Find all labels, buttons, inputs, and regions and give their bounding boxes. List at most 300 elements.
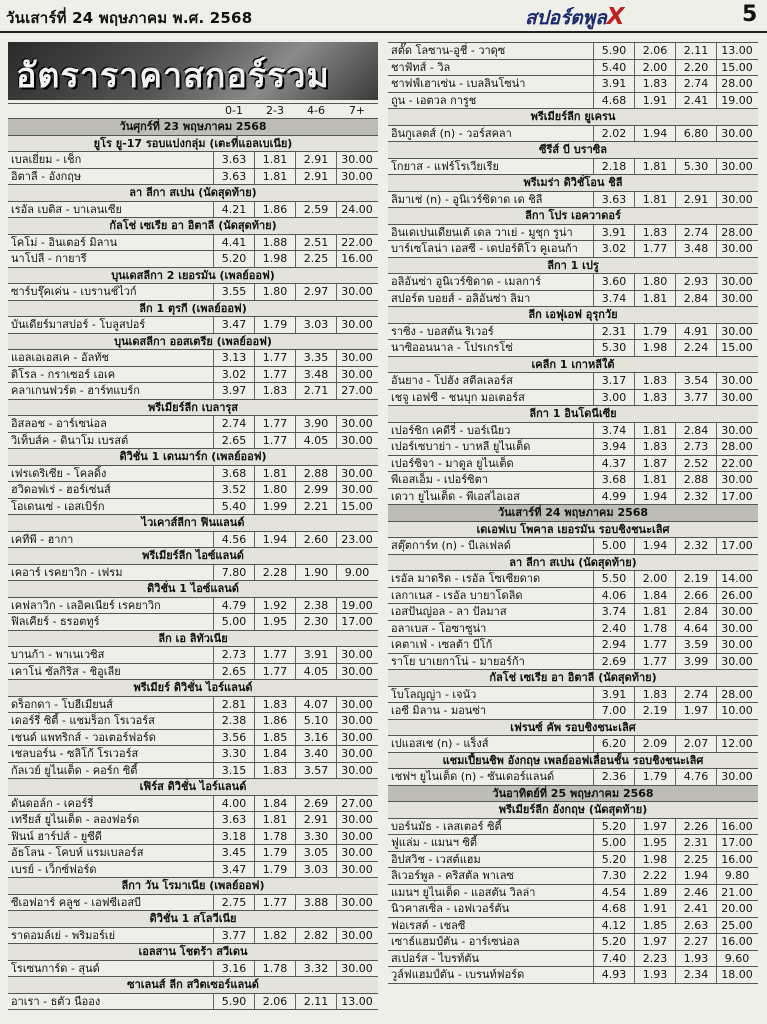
odds-value: 3.30 (221, 747, 247, 760)
odds-value: 4.05 (303, 433, 329, 447)
match-row (8, 499, 378, 516)
league-heading: ลีกา 1 อินโดนีเซีย (388, 406, 758, 423)
odds-value: 25.00 (721, 918, 753, 932)
column-divider (675, 571, 676, 587)
odds-value: 1.77 (262, 433, 288, 447)
odds-value: 1.79 (262, 318, 288, 331)
match-name: เชลบอร์น - ซลิโก้ โรเวอร์ส (11, 747, 139, 760)
match-row (8, 598, 378, 615)
match-name: สตั๊ด โลซาน-อูชี่ - วาดุซ (391, 44, 506, 57)
column-divider (336, 317, 337, 333)
odds-value: 30.00 (341, 318, 373, 331)
odds-value: 2.41 (683, 902, 709, 915)
column-divider (634, 456, 635, 472)
column-divider (675, 456, 676, 472)
column-divider (336, 565, 337, 581)
odds-value: 1.85 (262, 730, 288, 744)
odds-value: 4.07 (303, 697, 329, 711)
odds-value: 1.82 (262, 928, 288, 942)
match-row (8, 664, 378, 681)
match-name: อาเรา - ธตัว นีออง (11, 994, 101, 1008)
match-row (388, 769, 758, 786)
league-heading: ลา ลีกา สเปน (นัดสุดท้าย) (8, 185, 378, 202)
column-divider (716, 588, 717, 604)
match-row (388, 93, 758, 110)
column-divider (336, 829, 337, 845)
odds-value: 1.99 (262, 499, 288, 513)
column-divider (336, 433, 337, 449)
match-name: เอสปันญ่อล - ลา ปัลมาส (391, 605, 507, 618)
column-divider (716, 769, 717, 785)
match-row (388, 126, 758, 143)
match-row (8, 713, 378, 730)
odds-value: 1.84 (262, 747, 288, 760)
column-divider (254, 845, 255, 861)
column-divider (593, 901, 594, 917)
column-divider (675, 885, 676, 901)
odds-value: 3.02 (601, 242, 627, 255)
match-name: โกยาส - แฟร์โรเวียเรีย (391, 159, 499, 173)
odds-value: 3.57 (303, 763, 329, 777)
match-name: อิปสวิช - เวสต์แฮม (391, 852, 481, 866)
column-divider (675, 852, 676, 868)
column-divider (675, 918, 676, 934)
odds-value: 1.98 (262, 252, 288, 265)
odds-value: 2.84 (683, 291, 709, 305)
odds-value: 9.60 (724, 951, 750, 965)
column-divider (295, 647, 296, 663)
odds-value: 1.80 (262, 285, 288, 298)
column-divider (336, 202, 337, 218)
odds-value: 3.48 (303, 367, 329, 381)
column-divider (716, 456, 717, 472)
page-header (0, 0, 767, 34)
column-divider (593, 439, 594, 455)
odds-value: 1.94 (642, 126, 668, 140)
match-row (8, 565, 378, 582)
odds-value: 2.74 (683, 77, 709, 90)
odds-value: 15.00 (341, 499, 373, 513)
column-divider (336, 895, 337, 911)
newspaper-logo: สปอร์ตพูลX (525, 4, 625, 30)
column-divider (716, 423, 717, 439)
odds-value: 30.00 (341, 961, 373, 975)
odds-value: 30.00 (341, 763, 373, 777)
column-divider (716, 274, 717, 290)
column-divider (213, 433, 214, 449)
odds-value: 2.34 (683, 968, 709, 981)
match-name: เคทีพี - ฮากา (11, 532, 74, 546)
odds-value: 4.06 (601, 588, 627, 602)
odds-value: 19.00 (721, 93, 753, 107)
column-divider (254, 416, 255, 432)
column-divider (716, 489, 717, 505)
column-divider (634, 60, 635, 76)
match-name: ซาร์บรุ๊คเค่น - เบรานช์ไวก์ (11, 285, 137, 298)
match-name: เคอาร์ เรคยาวิก - เฟรม (11, 565, 123, 579)
match-name: พีเอสเอ็ม - เปอร์ซิตา (391, 473, 488, 486)
match-row (8, 350, 378, 367)
odds-value: 2.24 (683, 341, 709, 354)
league-heading: พรีเมียร์ ดิวิชั่น ไอร์แลนด์ (8, 680, 378, 697)
column-divider (213, 994, 214, 1010)
column-divider (716, 901, 717, 917)
column-divider (593, 192, 594, 208)
column-divider (593, 654, 594, 670)
match-name: บันเดียร์มาสปอร์ - โบลูสปอร์ (11, 318, 146, 331)
odds-value: 3.74 (601, 291, 627, 305)
column-divider (593, 76, 594, 92)
league-heading: บุนเดสลีกา ออสเตรีย (เพลย์ออฟ) (8, 334, 378, 351)
odds-value: 2.30 (303, 615, 329, 628)
odds-value: 5.20 (601, 819, 627, 833)
column-divider (675, 241, 676, 257)
column-divider (675, 76, 676, 92)
banner-title: อัตราราคาสกอร์รวม (16, 56, 330, 96)
right-rows (388, 43, 758, 984)
odds-value: 1.83 (642, 374, 668, 387)
league-heading: ลีก เอฟุเอฟ อุรุกวัย (388, 307, 758, 324)
column-divider (675, 472, 676, 488)
match-name: โอเดนเซ่ - เอสเบิร์ก (11, 499, 105, 513)
right-odds-column (388, 42, 758, 984)
odds-value: 1.77 (262, 417, 288, 430)
match-row (388, 489, 758, 506)
match-name: ราซิ่ง - บอสตัน ริเวอร์ (391, 324, 494, 338)
match-row (388, 456, 758, 473)
column-divider (593, 621, 594, 637)
odds-value: 2.26 (683, 819, 709, 833)
odds-value: 5.00 (601, 539, 627, 552)
odds-value: 5.40 (221, 499, 247, 513)
league-heading: เฟิร์ส ดิวิชั่น ไอร์แลนด์ (8, 779, 378, 796)
odds-value: 2.11 (683, 44, 709, 57)
column-divider (213, 730, 214, 746)
match-name: เชจู เอฟซี - ชนบุก มอเตอร์ส (391, 390, 525, 404)
match-name: ชาฟฟ์เฮาเซ่น - เบลลินโซน่า (391, 77, 526, 90)
match-name: วิเท็บส์ค - ดินาโม เบรสต์ (11, 433, 129, 447)
odds-value: 1.93 (683, 951, 709, 965)
match-name: ลิเวอร์พูล - คริสตัล พาเลซ (391, 869, 514, 882)
odds-value: 1.81 (642, 473, 668, 486)
column-divider (634, 951, 635, 967)
odds-value: 5.30 (683, 159, 709, 173)
match-row (388, 918, 758, 935)
column-divider (716, 192, 717, 208)
match-row (388, 192, 758, 209)
odds-value: 30.00 (341, 697, 373, 711)
odds-value: 1.84 (262, 796, 288, 810)
column-divider (254, 367, 255, 383)
odds-value: 1.77 (642, 638, 668, 651)
league-heading: เคลีก 1 เกาหลีใต้ (388, 357, 758, 374)
column-divider (254, 317, 255, 333)
odds-value: 2.19 (683, 572, 709, 585)
odds-value: 5.30 (601, 341, 627, 354)
match-row (8, 532, 378, 549)
column-divider (295, 994, 296, 1010)
match-name: บอร์นมัธ - เลสเตอร์ ซิตี้ (391, 819, 502, 833)
odds-value: 2.94 (601, 638, 627, 651)
column-divider (716, 538, 717, 554)
match-name: เบลเยี่ยม - เช็ก (11, 153, 82, 166)
column-divider (254, 482, 255, 498)
league-heading: เฟรนซ์ คัพ รอบชิงชนะเลิศ (388, 720, 758, 737)
match-row (8, 730, 378, 747)
odds-value: 2.73 (683, 440, 709, 453)
odds-value: 2.31 (683, 836, 709, 849)
column-divider (213, 829, 214, 845)
column-divider (295, 796, 296, 812)
odds-value: 2.28 (262, 565, 288, 579)
column-divider (593, 769, 594, 785)
odds-value: 1.91 (642, 902, 668, 915)
column-divider (213, 647, 214, 663)
column-divider (295, 598, 296, 614)
odds-value: 3.40 (303, 747, 329, 760)
odds-value: 4.79 (221, 598, 247, 612)
column-divider (716, 571, 717, 587)
column-divider (716, 324, 717, 340)
odds-value: 1.77 (262, 367, 288, 381)
column-divider (254, 928, 255, 944)
odds-value: 3.16 (221, 961, 247, 975)
odds-value: 3.63 (221, 169, 247, 183)
league-heading: กัลโช่ เซเรีย อา อิตาลี (นัดสุดท้าย) (388, 670, 758, 687)
odds-value: 1.77 (262, 895, 288, 909)
column-divider (675, 687, 676, 703)
match-name: อลิอันซ่า อูนิเวร์ซิดาด - เมลการ์ (391, 275, 541, 288)
odds-value: 30.00 (341, 483, 373, 496)
match-name: เลกาเนส - เรอัล บายาโดลิด (391, 588, 523, 602)
odds-value: 30.00 (721, 324, 753, 338)
column-divider (336, 383, 337, 399)
match-row (388, 703, 758, 720)
odds-value: 30.00 (341, 417, 373, 430)
league-heading: ซาเลนส์ ลีก สวิตเซอร์แลนด์ (8, 977, 378, 994)
odds-value: 30.00 (721, 374, 753, 387)
column-divider (254, 895, 255, 911)
match-name: นาซิออนนาล - โปรเกรโซ่ (391, 341, 513, 354)
odds-value: 1.81 (642, 192, 668, 206)
column-divider (716, 604, 717, 620)
match-row (388, 604, 758, 621)
match-name: กัลเวย์ ยูไนเต็ด - คอร์ก ซิตี้ (11, 763, 138, 777)
odds-value: 4.91 (683, 324, 709, 338)
odds-value: 3.74 (601, 423, 627, 437)
column-divider (634, 324, 635, 340)
league-heading: พรีเมียร์ลีก ยูเครน (388, 109, 758, 126)
column-divider (295, 466, 296, 482)
odds-value: 30.00 (341, 433, 373, 447)
odds-value: 2.00 (642, 572, 668, 585)
odds-value: 1.95 (642, 836, 668, 849)
odds-value: 30.00 (341, 895, 373, 909)
odds-value: 1.95 (262, 615, 288, 628)
odds-value: 2.38 (303, 598, 329, 612)
column-divider (213, 812, 214, 828)
column-divider (213, 317, 214, 333)
odds-value: 6.20 (601, 737, 627, 750)
match-row (388, 868, 758, 885)
odds-value: 1.81 (262, 466, 288, 480)
column-divider (213, 746, 214, 762)
odds-value: 15.00 (721, 341, 753, 354)
match-row (388, 472, 758, 489)
column-divider (336, 697, 337, 713)
match-name: ดร็อกดา - โบฮีเมียนส์ (11, 697, 113, 711)
odds-value: 2.88 (683, 473, 709, 486)
column-divider (716, 934, 717, 950)
issue-date: วันเสาร์ที่ 24 พฤษภาคม พ.ศ. 2568 (6, 9, 253, 27)
odds-value: 4.56 (221, 532, 247, 546)
odds-value: 17.00 (341, 615, 373, 628)
odds-value: 2.00 (642, 60, 668, 74)
odds-value: 1.94 (683, 869, 709, 882)
odds-value: 13.00 (721, 44, 753, 57)
odds-value: 28.00 (721, 687, 753, 701)
odds-value: 30.00 (341, 648, 373, 661)
match-row (388, 637, 758, 654)
odds-value: 30.00 (341, 747, 373, 760)
column-header-row (8, 104, 378, 119)
odds-value: 30.00 (341, 285, 373, 298)
column-divider (634, 340, 635, 356)
odds-value: 4.00 (221, 796, 247, 810)
column-divider (675, 159, 676, 175)
odds-value: 5.10 (303, 714, 329, 727)
column-divider (716, 703, 717, 719)
odds-value: 2.18 (601, 159, 627, 173)
odds-value: 1.91 (642, 93, 668, 107)
column-divider (254, 383, 255, 399)
match-row (388, 76, 758, 93)
match-name: ฮวิดอฟเร่ - ฮอร์เซ่นส์ (11, 483, 111, 496)
league-heading: ลีกา โปร เอควาดอร์ (388, 208, 758, 225)
column-divider (593, 604, 594, 620)
league-heading: บุนเดสลีกา 2 เยอรมัน (เพลย์ออฟ) (8, 268, 378, 285)
column-divider (213, 284, 214, 300)
column-divider (213, 202, 214, 218)
column-divider (716, 621, 717, 637)
match-row (388, 225, 758, 242)
match-name: อิสลอช - อาร์เซน่อล (11, 417, 107, 430)
match-name: ลิมาเช่ (n) - อูนิเวร์ซิดาด เด ชิลี (391, 192, 543, 206)
odds-value: 30.00 (341, 153, 373, 166)
column-divider (716, 967, 717, 983)
column-divider (213, 350, 214, 366)
odds-value: 13.00 (341, 994, 373, 1008)
match-name: วูล์ฟแฮมป์ตัน - เบรนท์ฟอร์ด (391, 968, 525, 981)
match-name: เคตาเฟ่ - เซลต้า บีโก้ (391, 638, 493, 651)
odds-value: 4.37 (601, 456, 627, 470)
column-divider (593, 159, 594, 175)
header-rule (0, 31, 767, 33)
column-divider (716, 340, 717, 356)
column-divider (295, 928, 296, 944)
column-divider (593, 340, 594, 356)
column-divider (336, 961, 337, 977)
odds-value: 30.00 (341, 862, 373, 876)
odds-value: 1.77 (262, 648, 288, 661)
odds-value: 4.99 (601, 489, 627, 503)
match-row (8, 202, 378, 219)
odds-value: 2.82 (303, 928, 329, 942)
odds-value: 2.21 (303, 499, 329, 513)
column-divider (254, 746, 255, 762)
odds-value: 30.00 (341, 169, 373, 183)
column-divider (634, 76, 635, 92)
column-divider (295, 532, 296, 548)
column-divider (716, 60, 717, 76)
match-name: นาโปลี - กายารี (11, 252, 87, 265)
column-divider (254, 730, 255, 746)
match-name: ดันดอล์ก - เคอร์รี่ (11, 796, 94, 810)
column-divider (254, 796, 255, 812)
match-name: อัธโลน - โคบห์ แรมเบลอร์ส (11, 846, 144, 859)
column-divider (593, 489, 594, 505)
odds-value: 3.63 (221, 153, 247, 166)
odds-value: 5.40 (601, 60, 627, 74)
column-divider (716, 819, 717, 835)
column-divider (675, 604, 676, 620)
odds-value: 18.00 (721, 968, 753, 981)
odds-value: 4.68 (601, 902, 627, 915)
column-divider (254, 433, 255, 449)
column-divider (295, 862, 296, 878)
match-row (8, 383, 378, 400)
match-row (8, 466, 378, 483)
odds-value: 5.00 (601, 836, 627, 849)
match-name: เคฟลาวิก - เลอิคเนียร์ เรคยาวิก (11, 598, 161, 612)
column-divider (675, 835, 676, 851)
odds-value: 3.13 (221, 351, 247, 364)
column-divider (213, 532, 214, 548)
column-divider (593, 423, 594, 439)
odds-value: 1.93 (642, 968, 668, 981)
column-divider (716, 291, 717, 307)
odds-value: 30.00 (721, 390, 753, 404)
odds-value: 30.00 (341, 813, 373, 826)
column-divider (634, 274, 635, 290)
odds-value: 2.06 (642, 44, 668, 57)
column-divider (675, 225, 676, 241)
column-divider (675, 967, 676, 983)
column-divider (675, 60, 676, 76)
odds-value: 15.00 (721, 60, 753, 74)
odds-value: 2.97 (303, 285, 329, 298)
league-heading: ลีกา วัน โรมาเนีย (เพลย์ออฟ) (8, 878, 378, 895)
column-divider (716, 852, 717, 868)
date-heading: วันเสาร์ที่ 24 พฤษภาคม 2568 (388, 505, 758, 522)
odds-value: 1.92 (262, 598, 288, 612)
odds-value: 3.17 (601, 374, 627, 387)
match-name: ฟินน์ ฮาร์ปส์ - ยูซีดี (11, 829, 102, 843)
league-heading: กัลโช่ เซเรีย อา อิตาลี (นัดสุดท้าย) (8, 218, 378, 235)
column-divider (593, 456, 594, 472)
odds-value: 5.90 (221, 994, 247, 1008)
odds-value: 9.00 (344, 565, 370, 579)
match-name: อินเดเปนเดียนเต้ เดล วาเย่ - มูชุก รูน่า (391, 225, 573, 239)
column-divider (213, 367, 214, 383)
match-name: โคโม่ - อินเตอร์ มิลาน (11, 235, 118, 249)
odds-value: 3.74 (601, 605, 627, 618)
column-divider (213, 763, 214, 779)
odds-value: 2.40 (601, 621, 627, 635)
column-divider (254, 664, 255, 680)
column-divider (593, 43, 594, 59)
column-divider (675, 192, 676, 208)
